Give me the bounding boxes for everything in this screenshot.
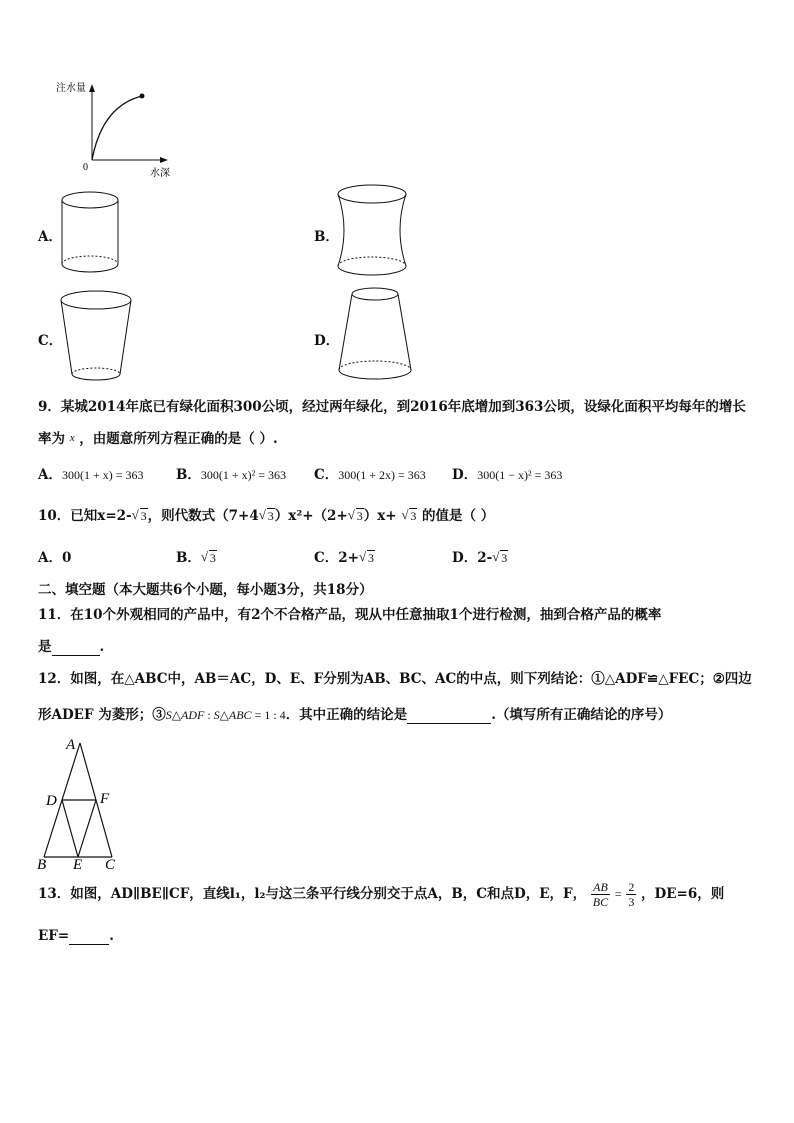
point-a-label: A [66, 737, 76, 753]
q10-option-b [176, 546, 217, 566]
q10-part5: 的值是（ ） [422, 508, 495, 524]
q9-option-a-eq: 300(1 + x) = 363 [61, 468, 144, 482]
segment-fe [78, 800, 96, 857]
q13-answer-blank[interactable] [69, 928, 109, 945]
q10-option-c [314, 546, 375, 566]
q10-option-c-sqrt: √ 3 [359, 550, 375, 566]
q9-option-b-eq: 300(1 + x)² = 363 [200, 468, 287, 482]
q8-option-d-label: D． [314, 333, 340, 349]
q9-line2-post: ，由题意所列方程正确的是（ ）. [79, 431, 278, 447]
point-b-label: B [37, 857, 47, 873]
q10-sqrt4: √ 3 [401, 508, 417, 524]
graph-curve [92, 96, 142, 160]
segment-de [62, 800, 78, 857]
q10-option-b-label: B． [176, 550, 201, 566]
q10-option-d-label: D．2- [452, 550, 493, 566]
q9-stem-line2 [38, 427, 278, 447]
container-c-wide-top [58, 288, 138, 386]
graph-endpoint [140, 94, 145, 99]
q9-option-c [314, 463, 426, 483]
q12-stem-line2: 形ADEF 为菱形；③S△ADF : S△ABC = 1 : 4．其中正确的结论是 .（填写所有正确结论的序号） [38, 707, 672, 723]
q10-part1: 10．已知x=2- [38, 508, 132, 524]
q12-stem-line1: 12．如图，在△ABC中，AB＝AC，D、E、F分别为AB、BC、AC的中点，则下列结论：①△ADF≌△FEC；②四边 [38, 671, 752, 687]
q13-end: . [109, 928, 114, 944]
q10-sqrt1: √ 3 [132, 508, 148, 524]
q11-answer-blank[interactable] [52, 639, 100, 656]
q11-stem-line1: 11．在10个外观相同的产品中，有2个不合格产品，现从中任意抽取1个进行检测，抽到合格产品的概率 [38, 607, 662, 623]
q12-line2-pre: 形ADEF 为菱形；③ [38, 707, 166, 723]
q12-area-adf: S△ADF [165, 708, 205, 722]
q8-option-a-label: A． [38, 229, 62, 245]
q11-line2-text: 是 [38, 639, 52, 655]
q13-stem-line1 [38, 880, 724, 909]
q9-option-c-eq: 300(1 + 2x) = 363 [338, 468, 426, 482]
y-axis-arrow [89, 84, 95, 92]
q10-stem [38, 504, 494, 524]
q13-line1-pre: 13．如图，AD∥BE∥CF，直线l₁，l₂与这三条平行线分别交于点A，B，C和点D，E，F， [38, 886, 587, 902]
q10-option-d [452, 546, 508, 566]
container-a-straight-cylinder [58, 188, 128, 278]
q13-line1-post: ，DE=6，则 [641, 886, 725, 902]
q9-option-d-eq: 300(1 − x)² = 363 [477, 468, 563, 482]
q10-sqrt3: √ 3 [348, 508, 364, 524]
water-depth-graph [50, 78, 180, 178]
container-b-concave-cylinder [334, 182, 414, 280]
q9-option-a-label: A． [38, 467, 62, 483]
point-c-label: C [105, 857, 116, 873]
q9-option-b [176, 463, 286, 483]
q12-ratio-value: = 1 : 4 [254, 708, 286, 722]
q8-option-b-label: B． [314, 229, 339, 245]
q9-option-a [38, 463, 144, 483]
q9-stem-line1: 9．某城2014年底已有绿化面积300公顷，经过两年绿化，到2016年底增加到363公顷，设绿化面积平均每年的增长 [38, 399, 746, 415]
q10-sqrt2: √ 3 [259, 508, 275, 524]
point-e-label: E [73, 857, 83, 873]
q13-line2-text: EF= [38, 928, 70, 944]
q9-option-d-label: D． [452, 467, 478, 483]
container-d-narrow-top [334, 284, 418, 384]
point-d-label: D [46, 793, 57, 809]
point-f-label: F [100, 791, 110, 807]
origin-label: 0 [83, 162, 88, 173]
q9-option-c-label: C． [314, 467, 339, 483]
y-axis-label: 注水量 [56, 83, 86, 94]
q12-answer-blank[interactable] [407, 707, 491, 724]
q9-option-d [452, 463, 562, 483]
section2-heading: 二、填空题（本大题共6个小题，每小题3分，共18分） [38, 582, 373, 598]
q11-end: . [99, 639, 105, 655]
q13-stem-line2 [38, 928, 114, 945]
q13-fraction-ab-bc: $\frac{AB}{BC}$ [592, 880, 609, 909]
q12-line2-post: .（填写所有正确结论的序号） [491, 707, 672, 723]
q12-area-abc: S△ABC [213, 708, 252, 722]
q9-variable: x [69, 432, 75, 444]
q10-option-b-sqrt: √ 3 [201, 550, 217, 566]
q12-triangle-figure [34, 733, 134, 873]
q10-option-c-label: C．2+ [314, 550, 359, 566]
x-axis-label: 水深 [150, 168, 170, 178]
q13-fraction-value: $\frac{2}{3}$ [628, 880, 635, 909]
q11-stem-line2 [38, 635, 104, 656]
q9-option-b-label: B． [176, 467, 201, 483]
q10-part4: ）x+ [363, 508, 397, 524]
q8-option-c-label: C． [38, 333, 63, 349]
q10-option-d-sqrt: √ 3 [492, 550, 508, 566]
x-axis-arrow [160, 157, 168, 163]
q12-line2-mid: ．其中正确的结论是 [285, 707, 408, 723]
q10-part2: ，则代数式（7+4 [147, 508, 259, 524]
q10-part3: ）x²+（2+ [274, 508, 348, 524]
q9-line2-pre: 率为 [38, 431, 65, 447]
q13-equals: = [614, 887, 622, 901]
q10-option-a: A．0 [38, 550, 72, 566]
